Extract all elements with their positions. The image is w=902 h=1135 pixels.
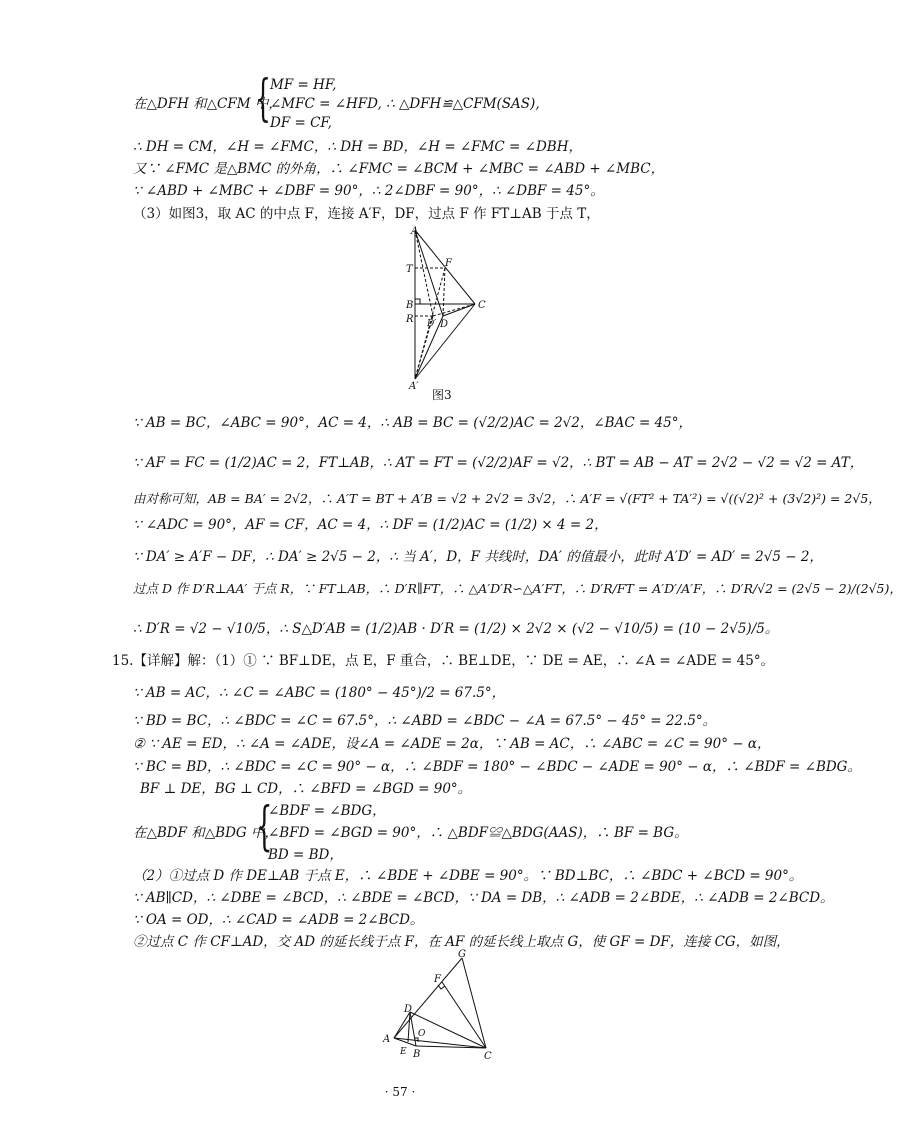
figure-3-diagram [395,224,515,394]
text-line: 由对称可知，AB = BA′ = 2√2，∴ A′T = BT + A′B = √2 + 2√2 = 3√2，∴ A′F = √(FT² + TA′²) = √((√2)² + (3√2)²) = 2√5， [133,491,881,506]
label-D: D [440,319,449,330]
label-F: F [445,258,452,269]
label-O: O [418,1029,426,1039]
text-line: ∵ ∠ADC = 90°，AF = CF，AC = 4，∴ DF = (1/2)AC = (1/2) × 4 = 2， [133,517,608,533]
text-line: ∵ AB = AC，∴ ∠C = ∠ABC = (180° − 45°)/2 = 67.5°， [133,685,506,701]
text-line: ∴ D′R = √2 − √10/5，∴ S△D′AB = (1/2)AB · D′R = (1/2) × 2√2 × (√2 − √10/5) = (10 − 2√5)/5。 [133,621,779,637]
label-A: A [383,1034,391,1045]
label-G: G [458,949,466,960]
text-line: ② ∵ AE = ED，∴ ∠A = ∠ADE，设∠A = ∠ADE = 2α，∵ AB = AC，∴ ∠ABC = ∠C = 90° − α， [133,736,771,752]
label-R: R [406,314,414,325]
label-E: E [400,1047,407,1057]
label-C: C [484,1051,492,1062]
label-B: B [413,1049,421,1060]
text-line: ∠BFD = ∠BGD = 90°，∴ △BDF≌△BDG(AAS)，∴ BF = BG。 [268,825,688,841]
text-line: ∵ ∠ABD + ∠MBC + ∠DBF = 90°，∴ 2∠DBF = 90°，∴ ∠DBF = 45°。 [133,183,604,199]
text-line: MF = HF, [270,77,337,93]
figure-4-diagram [380,950,510,1065]
text-line: （2）①过点 D 作 DE⊥AB 于点 E，∴ ∠BDE + ∠DBE = 90°。∵ BD⊥BC，∴ ∠BDC + ∠BCD = 90°。 [133,868,803,884]
text-line: ∠BDF = ∠BDG， [268,803,386,819]
label-A-prime: A′ [409,381,419,392]
text-line: ∠MFC = ∠HFD, ∴ △DFH≌△CFM(SAS), [270,96,540,112]
text-line: 在△BDF 和△BDG 中， [133,825,278,841]
label-C: C [478,300,486,311]
left-brace: { [255,69,271,127]
text-line: （3）如图3，取 AC 的中点 F，连接 A′F，DF，过点 F 作 FT⊥AB 于点 T， [133,206,600,222]
figure-3-caption: 图3 [432,388,452,402]
text-line: 15.【详解】解：（1）① ∵ BF⊥DE，点 E，F 重合，∴ BE⊥DE，∵ DE = AE，∴ ∠A = ∠ADE = 45°。 [112,653,775,669]
text-line: ∵ AF = FC = (1/2)AC = 2，FT⊥AB，∴ AT = FT = (√2/2)AF = √2，∴ BT = AB − AT = 2√2 − √2 = √2 = AT， [133,455,864,471]
left-brace: { [256,797,273,857]
text-line: BD = BD， [268,847,343,863]
text-line: 过点 D 作 D′R⊥AA′ 于点 R，∵ FT⊥AB，∴ D′R∥FT，∴ △A′D′R∽△A′FT，∴ D′R/FT = A′D′/A′F，∴ D′R/√2 = (2√5 − 2)/(2√5)， [133,581,902,596]
text-line: 又∵ ∠FMC 是△BMC 的外角，∴ ∠FMC = ∠BCM + ∠MBC = ∠ABD + ∠MBC， [133,161,665,177]
text-line: ∵ BD = BC，∴ ∠BDC = ∠C = 67.5°，∴ ∠ABD = ∠BDC − ∠A = 67.5° − 45° = 22.5°。 [133,713,717,729]
text-line: BF ⊥ DE，BG ⊥ CD，∴ ∠BFD = ∠BGD = 90°。 [140,781,472,797]
label-B: B [406,300,414,311]
text-line: ∵ BC = BD，∴ ∠BDC = ∠C = 90° − α，∴ ∠BDF = 180° − ∠BDC − ∠ADE = 90° − α，∴ ∠BDF = ∠BDG。 [133,759,861,775]
label-T: T [406,264,413,275]
text-line: ∵ AB∥CD，∴ ∠DBE = ∠BCD，∴ ∠BDE = ∠BCD，∵ DA = DB，∴ ∠ADB = 2∠BDE，∴ ∠ADB = 2∠BCD。 [133,890,834,906]
text-line: ∵ DA′ ≥ A′F − DF，∴ DA′ ≥ 2√5 − 2，∴ 当 A′，D，F 共线时，DA′ 的值最小，此时 A′D′ = AD′ = 2√5 − 2， [133,549,823,565]
text-line: ∴ DH = CM，∠H = ∠FMC，∴ DH = BD，∠H = ∠FMC = ∠DBH， [133,139,582,155]
text-line: ∵ AB = BC，∠ABC = 90°，AC = 4，∴ AB = BC = (√2/2)AC = 2√2，∠BAC = 45°， [133,415,692,431]
text-line: ∵ OA = OD，∴ ∠CAD = ∠ADB = 2∠BCD。 [133,912,424,928]
label-D-prime: D′ [427,319,437,329]
label-D: D [404,1004,413,1015]
text-line: 在△DFH 和△CFM 中， [133,96,282,112]
text-line: DF = CF, [270,115,332,131]
page-number: · 57 · [384,1085,416,1099]
label-F: F [434,974,441,985]
label-A: A [411,226,419,237]
text-line: ②过点 C 作 CF⊥AD，交 AD 的延长线于点 F，在 AF 的延长线上取点 G，使 GF = DF，连接 CG，如图， [133,934,790,950]
